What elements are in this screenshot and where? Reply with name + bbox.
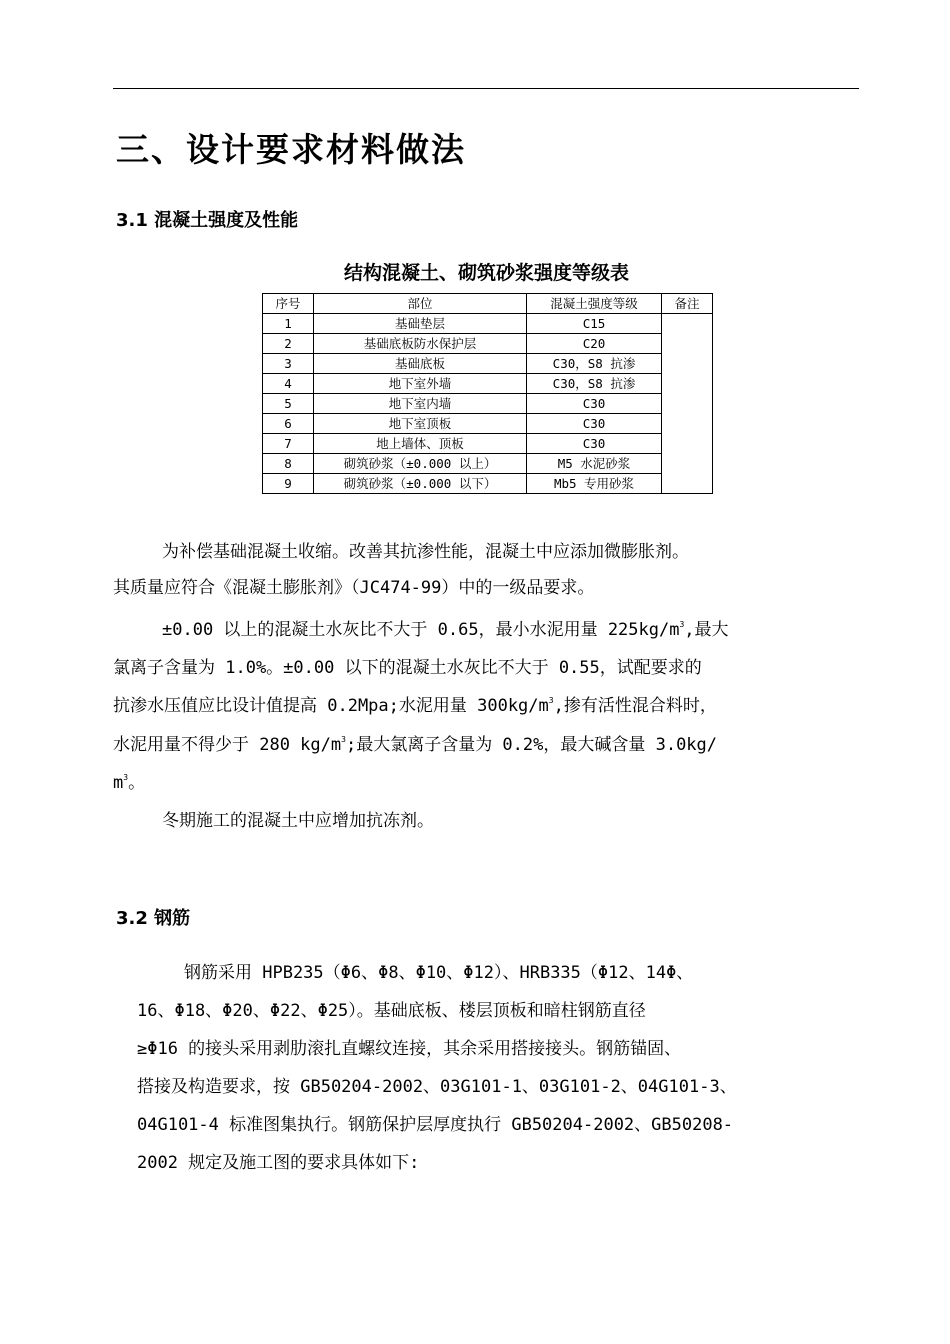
table-cell: 基础底板防水保护层 <box>314 334 527 354</box>
remarks-cell <box>662 314 713 494</box>
header-cell: 备注 <box>662 294 713 314</box>
section-title-3-1: 3.1 混凝土强度及性能 <box>116 210 299 231</box>
table-cell: C30，S8 抗渗 <box>527 374 662 394</box>
table-cell: M5 水泥砂浆 <box>527 454 662 474</box>
paragraph-line: 氯离子含量为 1.0%。±0.00 以下的混凝土水灰比不大于 0.55，试配要求的 <box>113 658 702 678</box>
table-cell: 砌筑砂浆（±0.000 以上） <box>314 454 527 474</box>
paragraph-line: 搭接及构造要求，按 GB50204-2002、03G101-1、03G101-2、04G101-3、 <box>137 1077 737 1097</box>
table-cell: 基础垫层 <box>314 314 527 334</box>
table-row <box>263 454 713 474</box>
table-cell: 地下室顶板 <box>314 414 527 434</box>
table-row <box>263 334 713 354</box>
paragraph-line: 钢筋采用 HPB235（Φ6、Φ8、Φ10、Φ12）、HRB335（Φ12、14Φ、 <box>184 963 694 983</box>
paragraph-line: 2002 规定及施工图的要求具体如下: <box>137 1153 420 1173</box>
paragraph-line: ±0.00 以上的混凝土水灰比不大于 0.65，最小水泥用量 $225kg/m^3$,最大 <box>162 620 729 640</box>
table-cell: C30，S8 抗渗 <box>527 354 662 374</box>
table-cell: 5 <box>263 394 314 414</box>
table-header-row <box>263 294 713 314</box>
table-cell: 9 <box>263 474 314 494</box>
header-rule <box>113 88 859 89</box>
table-cell: C20 <box>527 334 662 354</box>
table-cell: 6 <box>263 414 314 434</box>
table-row <box>263 394 713 414</box>
table-cell: C30 <box>527 394 662 414</box>
table-caption: 结构混凝土、砌筑砂浆强度等级表 <box>343 262 629 284</box>
table-row <box>263 474 713 494</box>
table-cell: 地上墙体、顶板 <box>314 434 527 454</box>
table-cell: 8 <box>263 454 314 474</box>
paragraph-line: ≥Φ16 的接头采用剥肋滚扎直螺纹连接，其余采用搭接接头。钢筋锚固、 <box>137 1039 682 1059</box>
paragraph-line: $m^3$。 <box>113 773 146 793</box>
table-row <box>263 434 713 454</box>
table-cell: 砌筑砂浆（±0.000 以下） <box>314 474 527 494</box>
table-cell: 4 <box>263 374 314 394</box>
section-title-3-2: 3.2 钢筋 <box>116 908 191 929</box>
paragraph-line: 04G101-4 标准图集执行。钢筋保护层厚度执行 GB50204-2002、GB50208- <box>137 1115 734 1135</box>
paragraph-line: 16、Φ18、Φ20、Φ22、Φ25）。基础底板、楼层顶板和暗柱钢筋直径 <box>137 1001 646 1021</box>
table-cell: 基础底板 <box>314 354 527 374</box>
table-cell: 地下室内墙 <box>314 394 527 414</box>
table-row <box>263 354 713 374</box>
table-cell: C15 <box>527 314 662 334</box>
table-row <box>263 374 713 394</box>
table-cell: 1 <box>263 314 314 334</box>
table-row <box>263 414 713 434</box>
header-cell: 序号 <box>263 294 314 314</box>
page-heading: 三、设计要求材料做法 <box>116 130 466 169</box>
table-cell: C30 <box>527 434 662 454</box>
table-cell: 3 <box>263 354 314 374</box>
table-cell: Mb5 专用砂浆 <box>527 474 662 494</box>
paragraph-line: 冬期施工的混凝土中应增加抗冻剂。 <box>162 811 434 831</box>
paragraph-line: 为补偿基础混凝土收缩。改善其抗渗性能，混凝土中应添加微膨胀剂。 <box>162 542 689 562</box>
table-cell: 7 <box>263 434 314 454</box>
paragraph-line: 水泥用量不得少于 280 $kg/m^3$;最大氯离子含量为 0.2%，最大碱含量 3.0kg/ <box>113 735 718 755</box>
paragraph-line: 其质量应符合《混凝土膨胀剂》（JC474-99）中的一级品要求。 <box>113 578 595 598</box>
table-cell: 2 <box>263 334 314 354</box>
header-cell: 混凝土强度等级 <box>527 294 662 314</box>
strength-grade-table <box>262 293 713 494</box>
table-cell: 地下室外墙 <box>314 374 527 394</box>
table-cell: C30 <box>527 414 662 434</box>
table-row <box>263 314 713 334</box>
paragraph-line: 抗渗水压值应比设计值提高 0.2Mpa;水泥用量 $300kg/m^3$,掺有活性混合料时， <box>113 696 717 716</box>
header-cell: 部位 <box>314 294 527 314</box>
